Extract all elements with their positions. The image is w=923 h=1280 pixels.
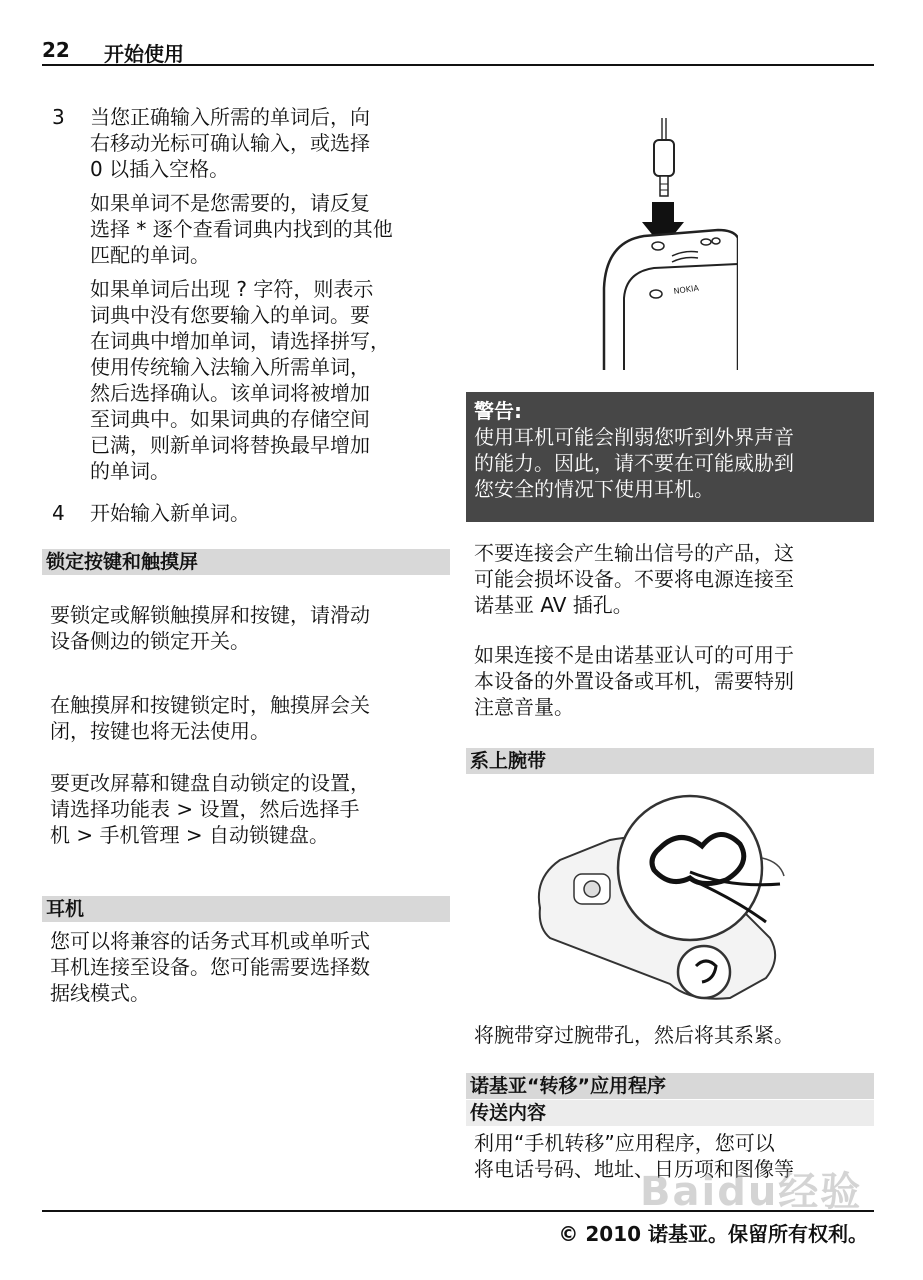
text-line: 选择 * 逐个查看词典内找到的其他 [90,217,393,241]
text-line: 将电话号码、地址、日历项和图像等 [474,1157,794,1181]
step-4-text: 开始输入新单词。 [90,501,250,525]
page-number: 22 [42,38,70,62]
connection-paragraph-2 [474,642,874,720]
text-line: 据线模式。 [50,981,150,1005]
step-3-paragraph-3 [90,276,450,484]
text-line: 匹配的单词。 [90,243,210,267]
text-line: 利用“手机转移”应用程序，您可以 [474,1131,775,1155]
section-heading-lock: 锁定按键和触摸屏 [42,549,450,575]
subsection-heading-transfer-content: 传送内容 [466,1100,874,1126]
step-4-number: 4 [52,501,65,525]
text-line: 至词典中。如果词典的存储空间 [90,407,370,431]
wrist-strap-illustration [530,788,830,1002]
warning-box [466,392,874,522]
step-3-text [90,104,450,182]
text-line: 使用传统输入法输入所需单词， [90,355,370,379]
section-heading-transfer: 诺基亚“转移”应用程序 [466,1073,874,1099]
step-3-number: 3 [52,105,65,129]
watermark: Baidu经验 [640,1169,863,1215]
lock-paragraph-2 [50,692,450,744]
phone-brand-label: NOKIA [673,283,700,296]
text-line: 如果单词后出现 ? 字符，则表示 [90,277,374,301]
text-line: 设备侧边的锁定开关。 [50,629,250,653]
wrist-strap-caption: 将腕带穿过腕带孔，然后将其系紧。 [474,1023,794,1047]
text-line: 耳机连接至设备。您可能需要选择数 [50,955,370,979]
text-line: 在触摸屏和按键锁定时，触摸屏会关 [50,693,370,717]
warning-line: 使用耳机可能会削弱您听到外界声音 [474,425,794,449]
text-line: 已满，则新单词将替换最早增加 [90,433,370,457]
page-header [42,36,874,66]
text-line: 您可以将兼容的话务式耳机或单听式 [50,929,370,953]
text-line: 的单词。 [90,459,170,483]
text-line: 诺基亚 AV 插孔。 [474,593,633,617]
headset-plug-illustration [598,118,738,370]
step-3-line: 0 以插入空格。 [90,157,230,181]
text-line: 然后选择确认。该单词将被增加 [90,381,370,405]
text-line: 如果连接不是由诺基亚认可的可用于 [474,643,794,667]
lock-paragraph-3 [50,770,450,848]
headset-paragraph [50,928,450,1006]
text-line: 不要连接会产生输出信号的产品，这 [474,541,794,565]
warning-line: 的能力。因此，请不要在可能威胁到 [474,451,794,475]
text-line: 如果单词不是您需要的，请反复 [90,191,370,215]
copyright-text: © 2010 诺基亚。保留所有权利。 [558,1222,868,1246]
text-line: 本设备的外置设备或耳机，需要特别 [474,669,794,693]
text-line: 注意音量。 [474,695,574,719]
warning-line: 您安全的情况下使用耳机。 [474,477,714,501]
text-line: 词典中没有您要输入的单词。要 [90,303,370,327]
text-line: 可能会损坏设备。不要将电源连接至 [474,567,794,591]
page-footer [42,1210,874,1246]
text-line: 闭，按键也将无法使用。 [50,719,270,743]
text-line: 机 > 手机管理 > 自动锁键盘。 [50,823,329,847]
connection-paragraph-1 [474,540,874,618]
text-line: 要更改屏幕和键盘自动锁定的设置， [50,771,370,795]
step-3-line: 当您正确输入所需的单词后，向 [90,105,370,129]
section-heading-wrist-strap: 系上腕带 [466,748,874,774]
lock-paragraph-1 [50,602,450,654]
warning-title: 警告: [474,399,522,423]
text-line: 在词典中增加单词，请选择拼写， [90,329,390,353]
section-heading-headset: 耳机 [42,896,450,922]
step-3-line: 右移动光标可确认输入，或选择 [90,131,370,155]
step-3-paragraph-2 [90,190,450,268]
chapter-title: 开始使用 [104,42,184,66]
text-line: 请选择功能表 > 设置，然后选择手 [50,797,360,821]
text-line: 要锁定或解锁触摸屏和按键，请滑动 [50,603,370,627]
